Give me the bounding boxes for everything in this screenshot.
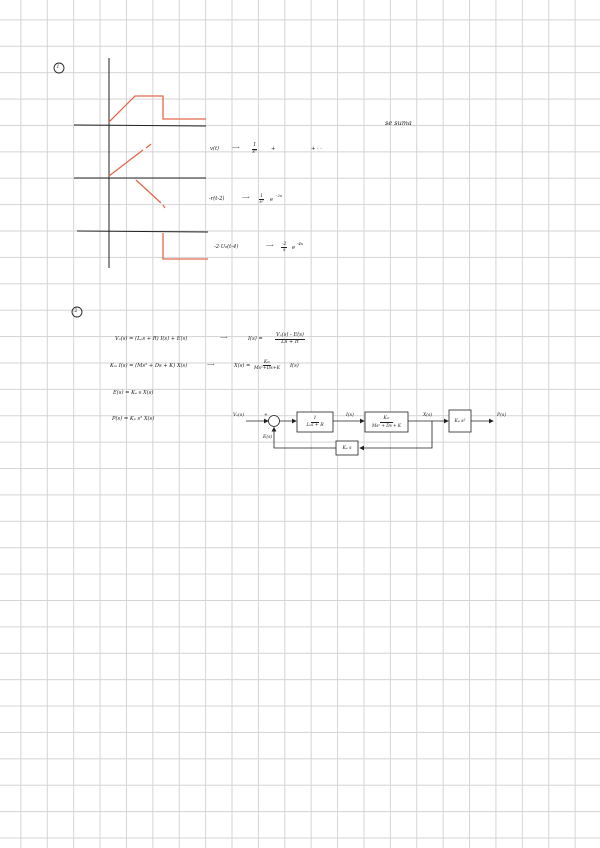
block1-label (297, 412, 333, 432)
side-note: se suma (385, 119, 412, 127)
eq2-arrow: ⟶ (242, 195, 250, 201)
signal-x-label: X(s) (423, 413, 433, 418)
eq-b-tail: I(s) (290, 363, 299, 369)
eq-a-den: Ls + R (281, 338, 299, 345)
eq1-den: s² (252, 148, 258, 155)
eq3-exp: -4s (297, 241, 303, 246)
eq1-plus: + (271, 146, 276, 152)
eq3-arrow: ⟶ (266, 243, 274, 249)
eq1-dots: + · · (311, 146, 322, 152)
signal-i-label: I(s) (346, 413, 354, 418)
eq3-exp-base: e (292, 245, 296, 251)
eq1-num: 1 (253, 142, 257, 148)
eq-a-arrow: ⟶ (220, 335, 228, 341)
eq-c: E(s) = Kₑ s X(s) (113, 390, 154, 396)
block1-den: Lₐs + R (306, 422, 324, 428)
eq-b-num: Kₘ (263, 360, 271, 365)
eq1-arrow: ⟶ (232, 145, 240, 151)
eq2-num: 1 (260, 194, 263, 199)
eq-a-left: Vₐ(s) = (Lₐs + R) I(s) + E(s) (115, 336, 188, 342)
block2-den: Ms² + Ds + K (371, 422, 402, 428)
eq3-den: s (283, 248, 286, 254)
sum-plus: + (264, 413, 268, 418)
eq-b-arrow: ⟶ (207, 362, 215, 368)
eq-a-lhs: I(s) = (248, 336, 263, 342)
eq2-exp-base: e (270, 197, 274, 203)
feedback-block-text: Kₑ s (342, 445, 352, 451)
eq3-num: -2 (282, 242, 287, 247)
eq1-lhs: v(t) (210, 146, 220, 152)
block2-num: Kₘ (380, 416, 392, 423)
block1-num: 1 (311, 416, 320, 423)
block2-label (365, 412, 408, 432)
eq-a-num: Vₐ(s) - E(s) (276, 332, 304, 338)
feedback-block-label (336, 441, 358, 455)
eq3-lhs: -2·U₀(t-4) (214, 244, 239, 250)
feedback-signal-label: E(s) (263, 435, 273, 440)
eq-b-den: Ms²+Ds+K (254, 366, 281, 372)
section2-number: 2 (74, 308, 78, 314)
eq2-exp: -2s (276, 193, 282, 198)
eq-b-lhs: X(s) = (234, 363, 251, 369)
sum-minus: - (268, 427, 270, 432)
output-label: P(s) (497, 413, 507, 418)
eq-d: P(s) = Kₚ s² X(s) (112, 416, 155, 422)
eq2-lhs: -r(t-2) (209, 196, 225, 202)
eq2-den: s² (259, 200, 264, 206)
block3-label (449, 410, 471, 432)
input-label: Vₐ(s) (233, 413, 244, 418)
section1-number: 1 (56, 64, 60, 70)
block3-text: Kₚ s² (454, 418, 466, 424)
eq-b-left: Kₘ I(s) = (Ms² + Ds + K) X(s) (110, 363, 188, 369)
summing-junction (269, 416, 280, 427)
